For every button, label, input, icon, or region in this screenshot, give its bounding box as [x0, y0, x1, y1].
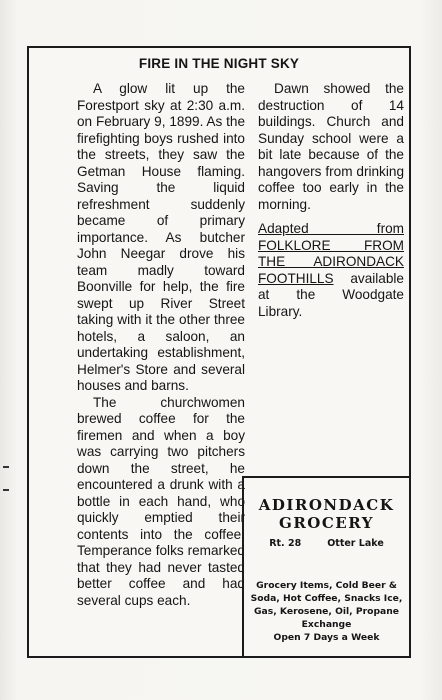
store-item-list: Grocery Items, Cold Beer & Soda, Hot Coffee, Snacks Ice, Gas, Kerosene, Oil, Propane Exchange	[250, 580, 403, 630]
binding-mark	[3, 466, 9, 468]
store-name	[244, 496, 409, 532]
book-title: Adapted from FOLKLORE FROM THE ADIRONDACK FOOTHILLS	[258, 221, 404, 286]
article-paragraph: A glow lit up the Forestport sky at 2:30 a.m. on February 9, 1899. As the firefighting boys rushed into the streets, they saw the Getman House flaming. Saving the liquid refreshment suddenly became of primary importance. As butcher John Neegar drove his team madly toward Boonville for help, the fire swept up River Street taking with it the other three hotels, a saloon, an undertaking establishment, Helmer's Store and several houses and barns.	[77, 81, 245, 393]
article-title: FIRE IN THE NIGHT SKY	[138, 56, 300, 71]
article-paragraph: Dawn showed the destruction of 14 buildings. Church and Sunday school were a bit late because of the hangovers from drinking coffee too early in the morning.	[258, 81, 404, 212]
binding-mark	[3, 489, 9, 491]
article-column-left	[77, 81, 245, 609]
store-location	[244, 538, 409, 549]
article-column-right	[258, 81, 404, 320]
article-box	[27, 46, 411, 658]
store-name-line: GROCERY	[279, 514, 374, 532]
credit-text: available at the Woodgate Library.	[258, 270, 404, 319]
store-name-line: ADIRONDACK	[258, 496, 395, 514]
store-route: Rt. 28	[269, 538, 302, 549]
store-town: Otter Lake	[327, 538, 384, 549]
article-credit	[258, 221, 404, 320]
store-items	[244, 579, 409, 644]
article-paragraph: The churchwomen brewed coffee for the firemen and when a boy was carrying two pitchers down the street, he encountered a drunk with a bottle in each hand, who quickly emptied their contents into the coffee. Temperance folks remarked that they had never tasted better coffee and had several cups each.	[77, 394, 245, 608]
store-hours: Open 7 Days a Week	[273, 632, 380, 643]
grocery-advertisement	[242, 476, 409, 656]
